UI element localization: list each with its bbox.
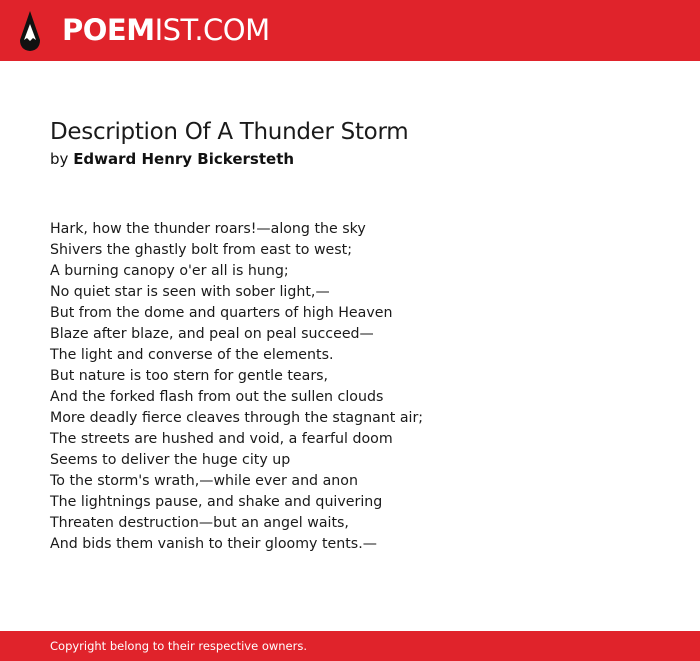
copyright-text: Copyright belong to their respective owners. [50,639,308,653]
pencil-tip-icon[interactable] [18,10,42,52]
poem-line: Hark, how the thunder roars!—along the sky [50,221,366,237]
site-footer [0,631,700,661]
by-label: by [50,150,69,168]
poem-byline [50,149,294,169]
poem-line: Threaten destruction—but an angel waits, [50,515,349,531]
poem-line: The lightnings pause, and shake and quivering [50,494,383,510]
poem-author: Edward Henry Bickersteth [73,150,295,168]
poem-line: No quiet star is seen with sober light,— [50,284,330,300]
poem-line: More deadly fierce cleaves through the stagnant air; [50,410,424,426]
poem-line: The streets are hushed and void, a fearful doom [50,431,393,447]
poem-line: The light and converse of the elements. [50,347,334,363]
poem-line: Seems to deliver the huge city up [50,452,291,468]
poem-line: But from the dome and quarters of high Heaven [50,305,393,321]
poem-line: Blaze after blaze, and peal on peal succeed— [50,326,374,342]
poem-line: And bids them vanish to their gloomy tents.— [50,536,377,552]
brand-light: IST.COM [154,13,270,47]
site-header [0,0,700,61]
poem-body [50,219,423,555]
brand-strong: POEM [62,13,155,47]
poem-line: And the forked flash from out the sullen clouds [50,389,384,405]
poem-line: A burning canopy o'er all is hung; [50,263,289,279]
site-logo-text[interactable] [62,13,270,47]
poem-line: But nature is too stern for gentle tears, [50,368,329,384]
poem-title: Description Of A Thunder Storm [50,119,409,145]
poem-line: Shivers the ghastly bolt from east to west; [50,242,353,258]
poem-line: To the storm's wrath,—while ever and anon [50,473,358,489]
